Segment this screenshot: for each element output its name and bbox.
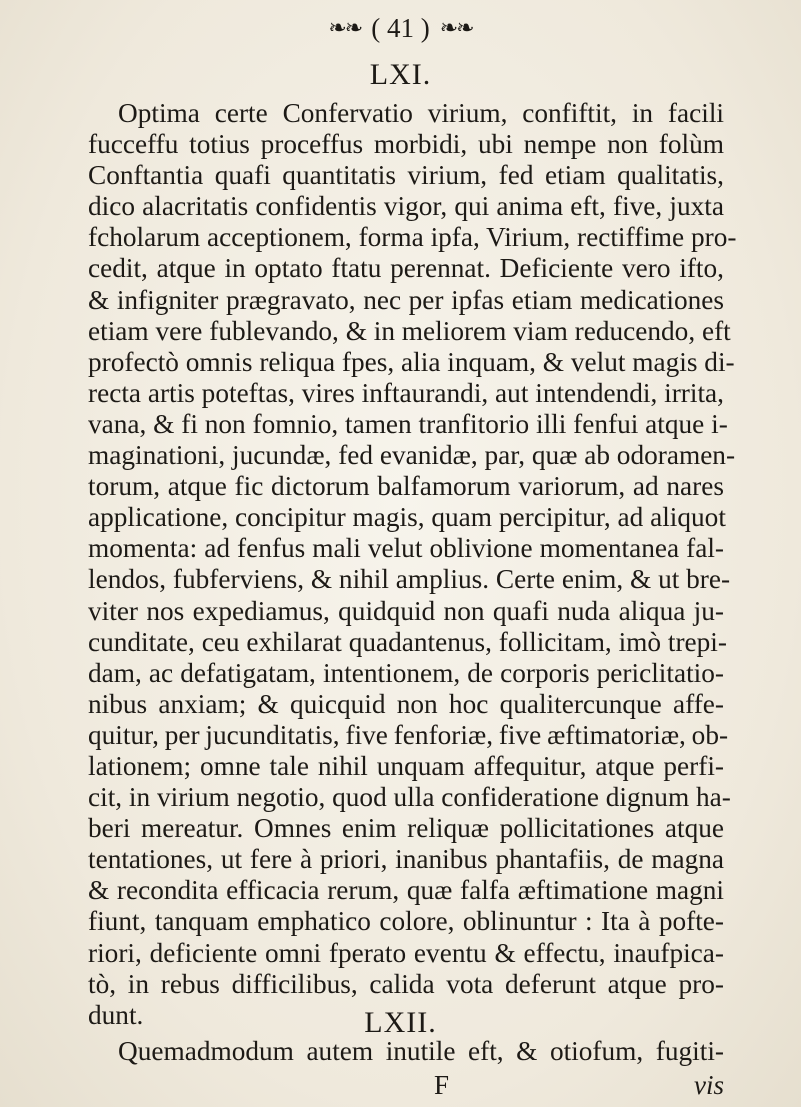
- text-line: cunditate, ceu exhilarat quadantenus, follicitam, imò trepi-: [88, 626, 727, 657]
- text-line: & recondita efficacia rerum, quæ falfa æftimatione magni: [88, 875, 724, 906]
- text-line: viter nos expediamus, quidquid non quafi nuda aliqua ju-: [88, 595, 724, 626]
- text-line: fcholarum acceptionem, forma ipfa, Virium, rectiffime pro-: [88, 222, 737, 253]
- text-line: & infigniter prægravato, nec per ipfas etiam medicationes: [88, 284, 724, 315]
- text-line: lationem; omne tale nihil unquam affequitur, atque perfi-: [88, 750, 724, 781]
- page-header: [0, 8, 801, 48]
- text-line: beri mereatur. Omnes enim reliquæ pollicitationes atque: [88, 813, 724, 844]
- page-footer: [88, 1070, 724, 1102]
- text-line: maginationi, jucundæ, fed evanidæ, par, quæ ab odoramen-: [88, 440, 736, 471]
- text-line: nibus anxiam; & quicquid non hoc qualitercunque affe-: [88, 688, 724, 719]
- text-line: riori, deficiente omni fperato eventu & effectu, inaufpica-: [88, 937, 724, 968]
- section-lxi-body: [88, 98, 737, 1031]
- text-line: dunt.: [88, 999, 144, 1030]
- text-line: applicatione, concipitur magis, quam percipitur, ad aliquot: [88, 502, 726, 533]
- text-line: profectò omnis reliqua fpes, alia inquam, & velut magis di-: [88, 346, 735, 377]
- section-lxii-body: [88, 1036, 724, 1067]
- text-line: Optima certe Confervatio virium, confiftit, in facili: [118, 98, 724, 128]
- text-line: momenta: ad fenfus mali velut oblivione momentanea fal-: [88, 533, 724, 564]
- catchword: vis: [694, 1070, 724, 1100]
- text-line: vana, & fi non fomnio, tamen tranfitorio illi fenfui atque i-: [88, 408, 728, 439]
- section-title-lxii: LXII.: [364, 1006, 437, 1039]
- text-line: etiam vere fublevando, & in meliorem viam reducendo, eft: [88, 315, 731, 346]
- text-line: quitur, per jucunditatis, five fenforiæ, five æftimatoriæ, ob-: [88, 719, 729, 750]
- text-line: dico alacritatis confidentis vigor, qui anima eft, five, juxta: [88, 191, 724, 222]
- signature-mark: F: [434, 1070, 450, 1100]
- text-line: dam, ac defatigatam, intentionem, de corporis periclitatio-: [88, 657, 724, 688]
- text-line: cedit, atque in optato ftatu perennat. Deficiente vero ifto,: [88, 253, 724, 284]
- text-line: fiunt, tanquam emphatico colore, oblinuntur : Ita à pofte-: [88, 906, 724, 937]
- page-number: ( 41 ): [371, 12, 430, 43]
- text-line: torum, atque fic dictorum balfamorum variorum, ad nares: [88, 471, 724, 502]
- text-line: Conftantia quafi quantitatis virium, fed etiam qualitatis,: [88, 160, 724, 191]
- text-line: recta artis poteftas, vires inftaurandi, aut intendendi, irrita,: [88, 377, 724, 408]
- left-ornament-icon: ❧❧: [328, 15, 362, 40]
- text-line: cit, in virium negotio, quod ulla confideratione dignum ha-: [88, 782, 731, 813]
- text-line: tentationes, ut fere à priori, inanibus phantafiis, de magna: [88, 844, 724, 875]
- text-line: Quemadmodum autem inutile eft, & otiofum, fugiti-: [118, 1036, 724, 1066]
- right-ornament-icon: ❧❧: [439, 15, 473, 40]
- text-line: lendos, fubferviens, & nihil amplius. Certe enim, & ut bre-: [88, 564, 731, 595]
- text-line: tò, in rebus difficilibus, calida vota deferunt atque pro-: [88, 968, 724, 999]
- text-line: fucceffu totius proceffus morbidi, ubi nempe non folùm: [88, 129, 724, 160]
- section-title-lxi: LXI.: [369, 58, 432, 91]
